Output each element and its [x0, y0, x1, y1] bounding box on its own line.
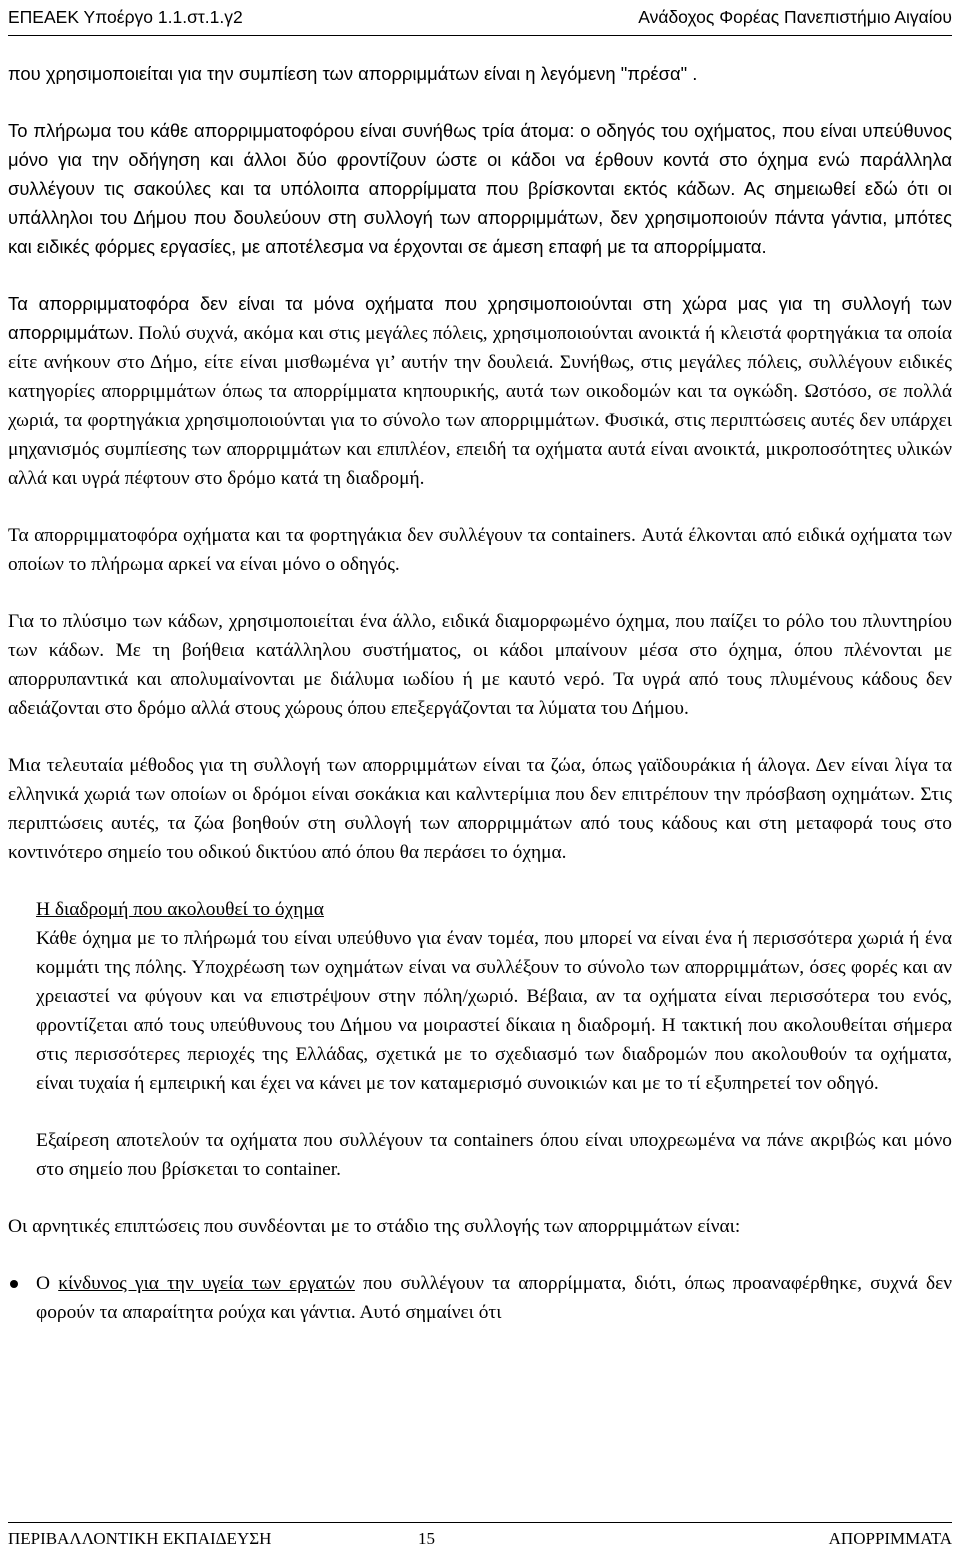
paragraph-crew-text: Το πλήρωμα του κάθε απορριμματοφόρου είναι συνήθως τρία άτομα: ο οδηγός του οχήματος, που είναι υπεύθυνος μόνο για την οδήγηση και άλλοι δύο φροντίζουν ώστε οι κάδοι να έρθουν κοντά στο όχημα ενώ παράλληλα συλλέγουν τις σακούλες και τα υπόλοιπα απορρίμματα που βρίσκονται εκτός κάδων.	[8, 120, 952, 199]
worker-health-risk-term: κίνδυνος για την υγεία των εργατών	[58, 1273, 355, 1294]
header-organization: Ανάδοχος Φορέας Πανεπιστήμιο Αιγαίου	[638, 7, 952, 27]
paragraph-trucks-intro: Τα απορριμματοφόρα δεν είναι τα μόνα οχήματα που χρησιμοποιούνται στη χώρα μας για τη συλλογή των απορριμμάτων.	[8, 293, 952, 343]
page-footer	[8, 1522, 952, 1547]
document-body	[8, 59, 952, 1327]
header-project-code: ΕΠΕΑΕΚ Υποέργο 1.1.στ.1.γ2	[8, 7, 243, 27]
paragraph-animals: Μια τελευταία μέθοδος για τη συλλογή των απορριμμάτων είναι τα ζώα, όπως γαϊδουράκια ή άλογα. Δεν είναι λίγα τα ελληνικά χωριά των οποίων οι δρόμοι είναι σοκάκια και καλντερίμια που δεν επιτρέπουν την πρόσβαση οχημάτων. Στις περιπτώσεις αυτές, τα ζώα βοηθούν στη συλλογή των απορριμμάτων από τους κάδους και στη μεταφορά τους στο κοντινότερο σημείο του οδικού δικτύου από όπου θα περάσει το όχημα.	[8, 755, 952, 863]
page-header	[8, 3, 952, 36]
paragraph-washing: Για το πλύσιμο των κάδων, χρησιμοποιείται ένα άλλο, ειδικά διαμορφωμένο όχημα, που παίζει το ρόλο του πλυντηρίου των κάδων. Με τη βοήθεια κατάλληλου συστήματος, οι κάδοι μπαίνουν μέσα στο όχημα, όπου πλένονται με απορρυπαντικά και απολυμαίνονται με διάλυμα ιωδίου ή με καυτό νερό. Τα υγρά από τους πλυμένους κάδους δεν αδειάζονται στο δρόμο αλλά στους χώρους όπου επεξεργάζονται τα λύματα του Δήμου.	[8, 611, 952, 719]
paragraph-route: Κάθε όχημα με το πλήρωμά του είναι υπεύθυνο για έναν τομέα, που μπορεί να είναι ένα ή περισσότερα χωριά ή ένα κομμάτι της πόλης. Υποχρέωση των οχημάτων είναι να συλλέξουν το σύνολο των απορριμμάτων, όσες φορές και αν χρειαστεί να φύγουν και να επιστρέψουν στην πόλη/χωριό. Βέβαια, αν τα οχήματα είναι περισσότερα του ενός, φροντίζεται από τους υπεύθυνους του Δήμου να μοιραστεί δίκαια η διαδρομή. Η τακτική που ακολουθείται σήμερα στις περισσότερες περιοχές της Ελλάδας, σχετικά με το σχεδιασμό των διαδρομών που ακολουθούν τα οχήματα, είναι τυχαία ή εμπειρική και έχει να κάνει με τον καταμερισμό συνοικιών και με το τί εξυπηρετεί τον οδηγό.	[36, 928, 952, 1094]
paragraph-negative-effects: Οι αρνητικές επιπτώσεις που συνδέονται με το στάδιο της συλλογής των απορριμμάτων είναι:	[8, 1216, 741, 1237]
section-route	[8, 895, 952, 1184]
bullet-prefix: Ο	[36, 1273, 59, 1294]
paragraph-press: που χρησιμοποιείται για την συμπίεση των απορριμμάτων είναι η λεγόμενη "πρέσα" .	[8, 63, 698, 84]
footer-chapter: ΑΠΟΡΡΙΜΜΑΤΑ	[828, 1529, 952, 1548]
bullet-dot-icon	[10, 1280, 18, 1288]
bullet-text: που συλλέγουν τα απορρίμματα, διότι, όπως προαναφέρθηκε, συχνά δεν φορούν τα απαραίτητα ρούχα και γάντια. Αυτό σημαίνει ότι	[36, 1273, 952, 1323]
paragraph-exception: Εξαίρεση αποτελούν τα οχήματα που συλλέγουν τα containers όπου είναι υποχρεωμένα να πάνε ακριβώς και μόνο στο σημείο που βρίσκεται το container.	[36, 1130, 952, 1180]
footer-title: ΠΕΡΙΒΑΛΛΟΝΤΙΚΗ ΕΚΠΑΙΔΕΥΣΗ	[8, 1529, 272, 1548]
paragraph-containers: Τα απορριμματοφόρα οχήματα και τα φορτηγάκια δεν συλλέγουν τα containers. Αυτά έλκονται από ειδικά οχήματα των οποίων το πλήρωμα αρκεί να είναι μόνο ο οδηγός.	[8, 525, 952, 575]
paragraph-crew-note: Ας σημειωθεί εδώ ότι οι υπάλληλοι του Δήμου που δουλεύουν στη συλλογή των απορριμμάτων, δεν χρησιμοποιούν πάντα γάντια, μπότες και ειδικές φόρμες εργασίες, με αποτέλεσμα να έρχονται σε άμεση επαφή με τα απορρίμματα.	[8, 178, 952, 257]
paragraph-crew	[8, 116, 952, 261]
list-item	[8, 1269, 952, 1327]
section-heading: Η διαδρομή που ακολουθεί το όχημα	[36, 899, 324, 920]
bullet-list	[8, 1269, 952, 1327]
paragraph-trucks-text: Πολύ συχνά, ακόμα και στις μεγάλες πόλεις, χρησιμοποιούνται ανοικτά ή κλειστά φορτηγάκια τα οποία είτε ανήκουν στο Δήμο, είτε είναι μισθωμένα γι’ αυτήν την δουλειά. Συνήθως, στις μεγάλες πόλεις, συλλέγουν ειδικές κατηγορίες απορριμμάτων όπως τα απορρίμματα κηπουρικής, αυτά των οικοδομών και τα ογκώδη. Ωστόσο, σε πολλά χωριά, τα φορτηγάκια χρησιμοποιούνται για το σύνολο των απορριμμάτων. Φυσικά, στις περιπτώσεις αυτές δεν υπάρχει μηχανισμός συμπίεσης των απορριμμάτων και επιπλέον, επειδή τα οχήματα αυτά είναι ανοικτά, μικροποσότητες υλικών αλλά και υγρά πέφτουν στο δρόμο κατά τη διαδρομή.	[8, 323, 953, 489]
page-number: 15	[418, 1529, 435, 1548]
paragraph-trucks	[8, 289, 952, 493]
